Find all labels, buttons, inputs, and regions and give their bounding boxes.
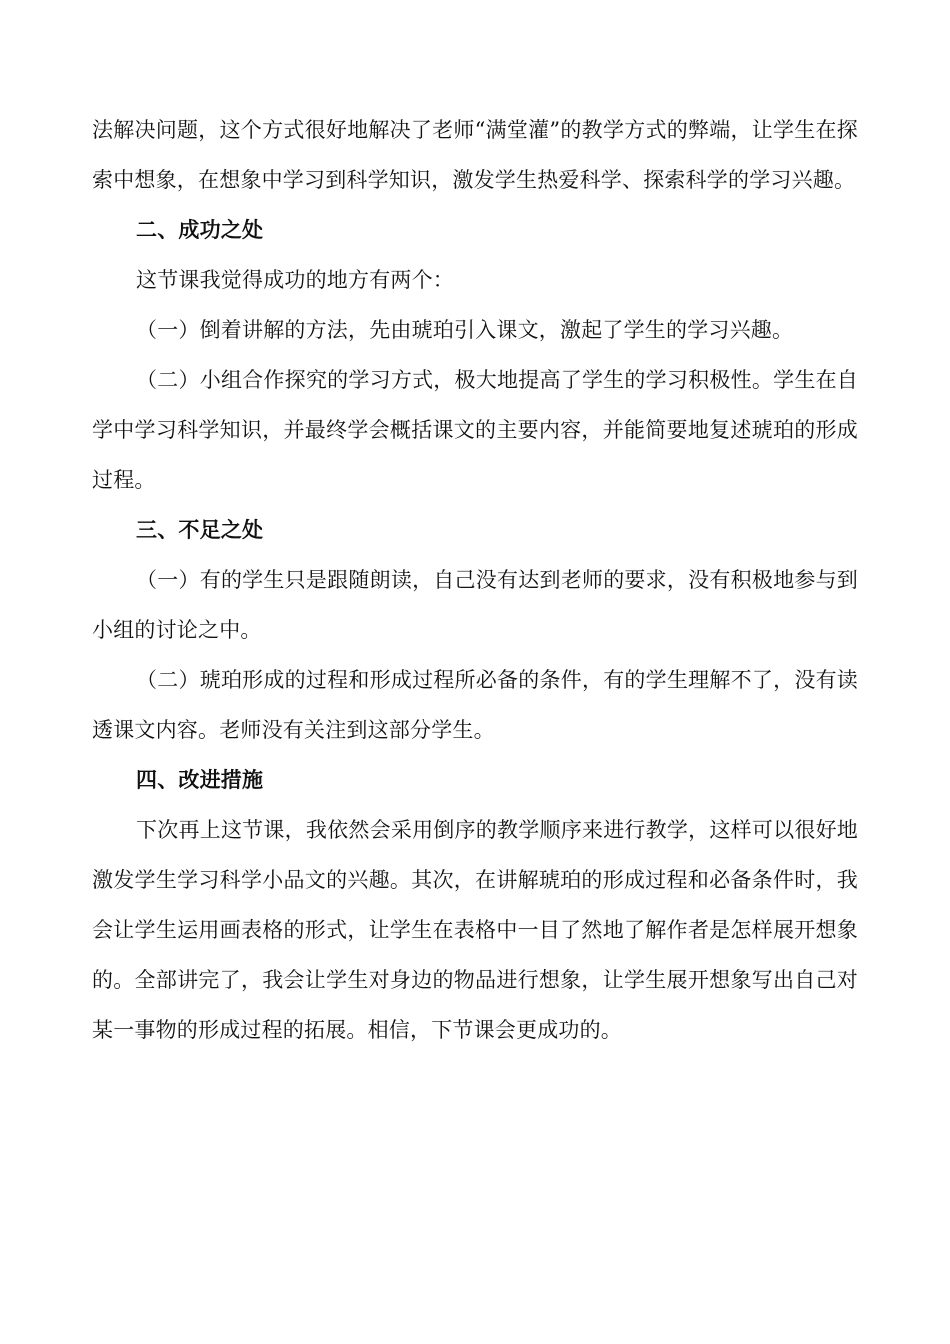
paragraph-success-1: （一）倒着讲解的方法，先由琥珀引入课文，激起了学生的学习兴趣。	[136, 318, 794, 342]
paragraph-improvements: 下次再上这节课，我依然会采用倒序的教学顺序来进行教学，这样可以很好地激发学生学习科学小品文的兴趣。其次，在讲解琥珀的形成过程和必备条件时，我会让学生运用画表格的形式，让学生在表格中一目了然地了解作者是怎样展开想象的。全部讲完了，我会让学生对身边的物品进行想象，让学生展开想象写出自己对某一事物的形成过程的拓展。相信，下节课会更成功的。	[92, 818, 858, 1042]
document-body	[92, 105, 858, 1055]
paragraph-shortcoming-1: （一）有的学生只是跟随朗读，自己没有达到老师的要求，没有积极地参与到小组的讨论之中。	[92, 568, 858, 642]
paragraph-success-intro: 这节课我觉得成功的地方有两个：	[136, 268, 454, 292]
section-heading-shortcomings: 三、不足之处	[136, 517, 264, 542]
section-heading-success: 二、成功之处	[136, 217, 264, 242]
paragraph-continuation: 法解决问题，这个方式很好地解决了老师“满堂灌”的教学方式的弊端，让学生在探索中想象，在想象中学习到科学知识，激发学生热爱科学、探索科学的学习兴趣。	[92, 118, 858, 192]
paragraph-shortcoming-2: （二）琥珀形成的过程和形成过程所必备的条件，有的学生理解不了，没有读透课文内容。老师没有关注到这部分学生。	[92, 668, 858, 742]
section-heading-improvements: 四、改进措施	[136, 767, 264, 792]
paragraph-success-2: （二）小组合作探究的学习方式，极大地提高了学生的学习积极性。学生在自学中学习科学知识，并最终学会概括课文的主要内容，并能简要地复述琥珀的形成过程。	[92, 368, 858, 492]
